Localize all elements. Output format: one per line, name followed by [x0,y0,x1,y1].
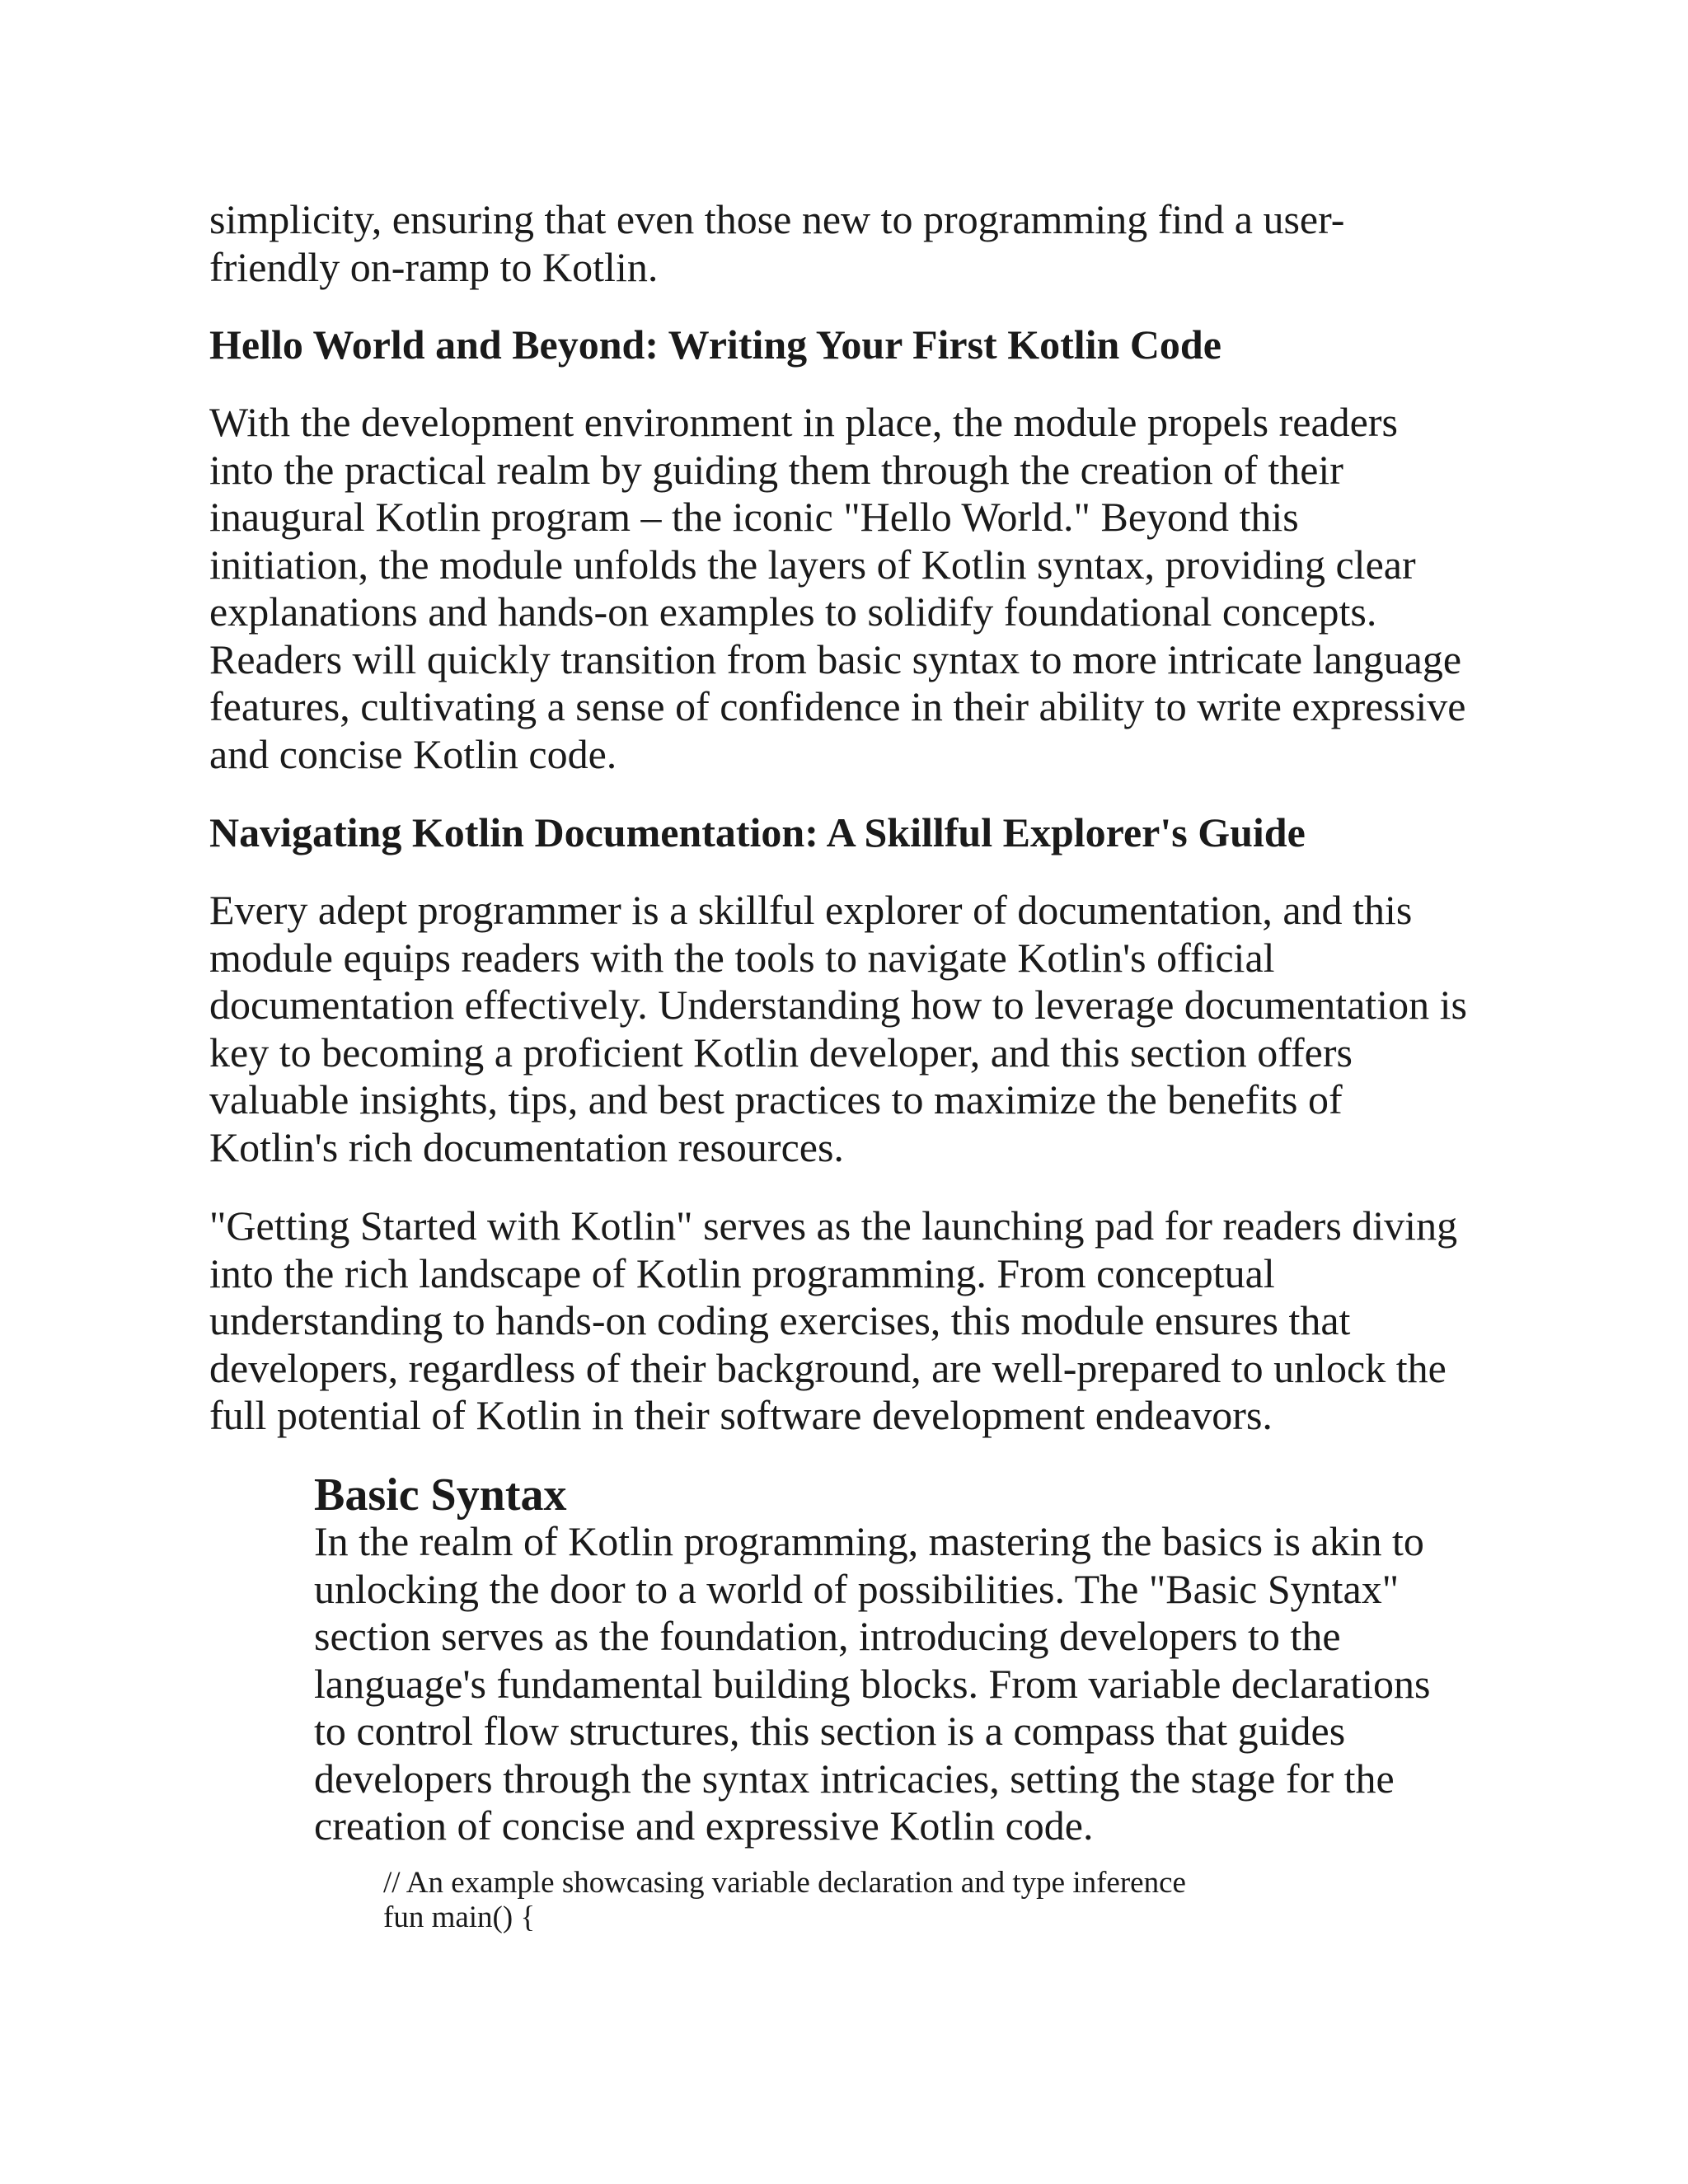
text-line: full potential of Kotlin in their software development endeavors. [209,1392,1273,1438]
section-title-basic-syntax: Basic Syntax [314,1469,567,1521]
code-line: // An example showcasing variable declaration and type inference [383,1866,1186,1900]
heading-hello-world: Hello World and Beyond: Writing Your First Kotlin Code [209,321,1221,368]
summary-paragraph [209,1202,1495,1440]
heading-documentation: Navigating Kotlin Documentation: A Skillful Explorer's Guide [209,809,1306,855]
text-line: creation of concise and expressive Kotlin code. [314,1802,1094,1849]
text-line: Every adept programmer is a skillful explorer of documentation, and this [209,887,1413,933]
text-line: into the rich landscape of Kotlin programming. From conceptual [209,1249,1275,1296]
documentation-paragraph [209,887,1495,1171]
text-line: key to becoming a proficient Kotlin developer, and this section offers [209,1029,1353,1076]
text-line: section serves as the foundation, introducing developers to the [314,1613,1341,1659]
text-line: initiation, the module unfolds the layers of Kotlin syntax, providing clear [209,541,1416,588]
text-line: module equips readers with the tools to navigate Kotlin's official [209,934,1275,981]
text-line: Readers will quickly transition from basic syntax to more intricate language [209,635,1462,682]
text-line: language's fundamental building blocks. From variable declarations [314,1660,1431,1707]
text-line: simplicity, ensuring that even those new to programming find a user- [209,196,1345,242]
text-line: understanding to hands-on coding exercises, this module ensures that [209,1297,1351,1343]
text-line: features, cultivating a sense of confidence in their ability to write expressive [209,683,1466,729]
intro-paragraph [209,196,1495,291]
text-line: With the development environment in place, the module propels readers [209,399,1398,445]
text-line: friendly on-ramp to Kotlin. [209,243,659,290]
text-line: into the practical realm by guiding them through the creation of their [209,446,1343,493]
text-line: to control flow structures, this section is a compass that guides [314,1708,1346,1754]
text-line: "Getting Started with Kotlin" serves as the launching pad for readers diving [209,1202,1458,1249]
text-line: inaugural Kotlin program – the iconic "Hello World." Beyond this [209,494,1299,540]
text-line: developers, regardless of their background, are well-prepared to unlock the [209,1344,1447,1391]
basic-syntax-paragraph [314,1518,1484,1850]
hello-world-paragraph [209,399,1495,778]
text-line: documentation effectively. Understanding how to leverage documentation is [209,982,1467,1028]
text-line: valuable insights, tips, and best practices to maximize the benefits of [209,1076,1343,1122]
code-line: fun main() { [383,1900,536,1934]
code-example [383,1866,1186,1935]
text-line: In the realm of Kotlin programming, mastering the basics is akin to [314,1518,1424,1564]
text-line: and concise Kotlin code. [209,730,617,777]
text-line: explanations and hands-on examples to solidify foundational concepts. [209,588,1377,635]
text-line: unlocking the door to a world of possibilities. The "Basic Syntax" [314,1565,1400,1612]
text-line: developers through the syntax intricacies, setting the stage for the [314,1755,1395,1802]
text-line: Kotlin's rich documentation resources. [209,1123,844,1170]
